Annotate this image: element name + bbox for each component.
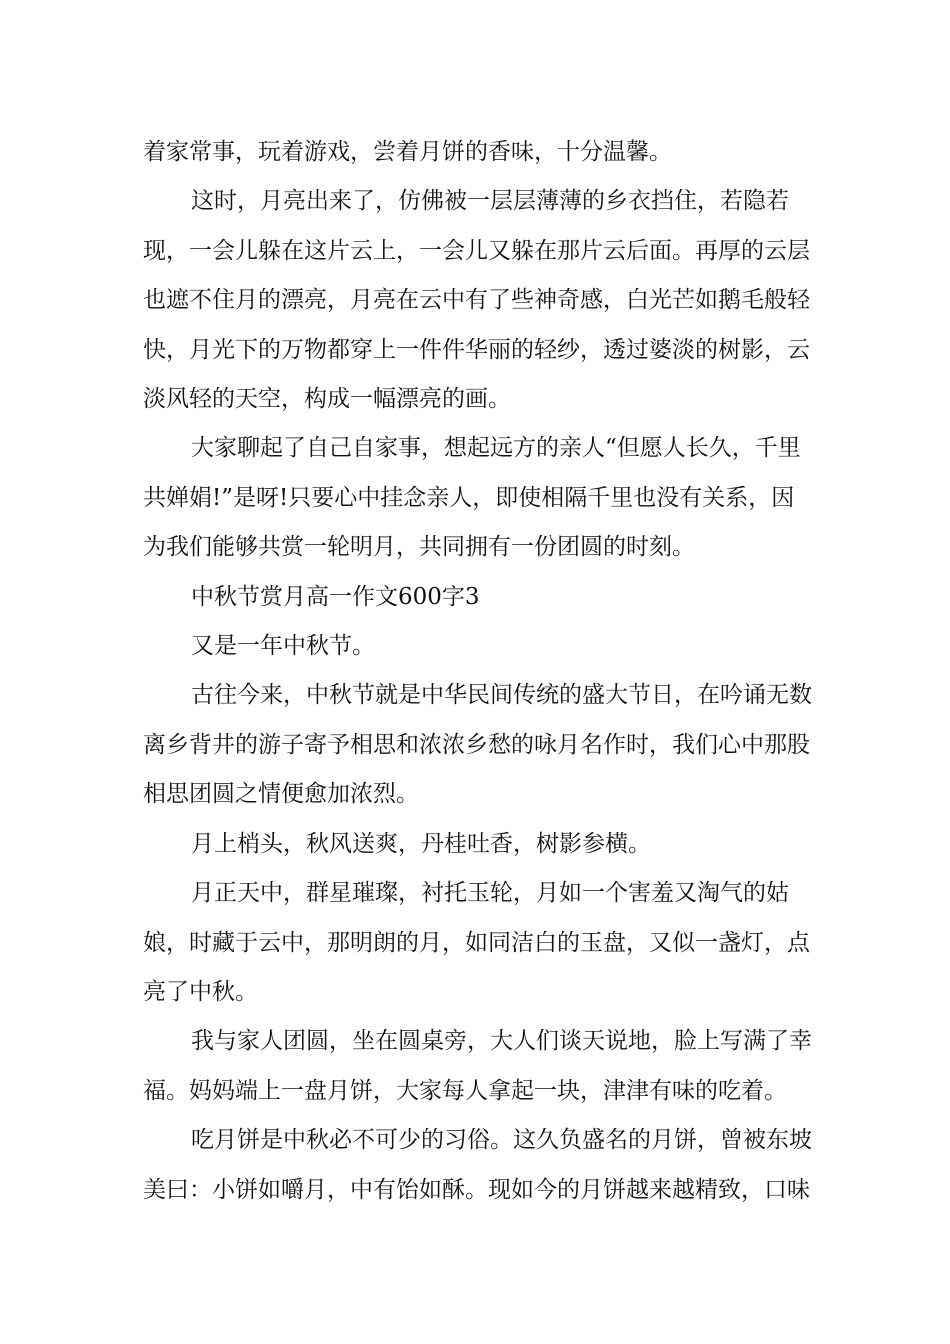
paragraph-5: 又是一年中秋节。	[191, 633, 375, 660]
section-heading: 中秋节赏月高一作文600字3	[191, 583, 480, 610]
paragraph-1: 着家常事，玩着游戏，尝着月饼的香味，十分温馨。	[143, 139, 672, 165]
paragraph-6: 古往今来，中秋节就是中华民间传统的盛大节日，在吟诵无数离乡背井的游子寄予相思和浓浓乡愁的咏月名作时，我们心中那股相思团圆之情便愈加浓烈。	[143, 682, 812, 808]
paragraph-2: 这时，月亮出来了，仿佛被一层层薄薄的乡衣挡住，若隐若现，一会儿躲在这片云上，一会儿又躲在那片云后面。再厚的云层也遮不住月的漂亮，月亮在云中有了些神奇感，白光芒如鹅毛般轻快，月光下的万物都穿上一件件华丽的轻纱，透过婆淡的树影，云淡风轻的天空，构成一幅漂亮的画。	[143, 188, 810, 413]
paragraph-9: 我与家人团圆，坐在圆桌旁，大人们谈天说地，脸上写满了幸福。妈妈端上一盘月饼，大家每人拿起一块，津津有味的吃着。	[143, 1028, 812, 1104]
paragraph-8: 月正天中，群星璀璨，衬托玉轮，月如一个害羞又淘气的姑娘，时藏于云中，那明朗的月，如同洁白的玉盘，又似一盏灯，点亮了中秋。	[143, 880, 810, 1005]
paragraph-10: 吃月饼是中秋必不可少的习俗。这久负盛名的月饼，曾被东坡美曰：小饼如嚼月，中有饴如酥。现如今的月饼越来越精致，口味	[143, 1127, 812, 1203]
paragraph-7: 月上梢头，秋风送爽，丹桂吐香，树影参横。	[191, 830, 651, 857]
paragraph-3: 大家聊起了自己自家事，想起远方的亲人“但愿人长久，千里共婵娟!”是呀!只要心中挂念亲人，即使相隔千里也没有关系，因为我们能够共赏一轮明月，共同拥有一份团圆的时刻。	[143, 435, 801, 561]
document-body	[143, 128, 815, 1215]
